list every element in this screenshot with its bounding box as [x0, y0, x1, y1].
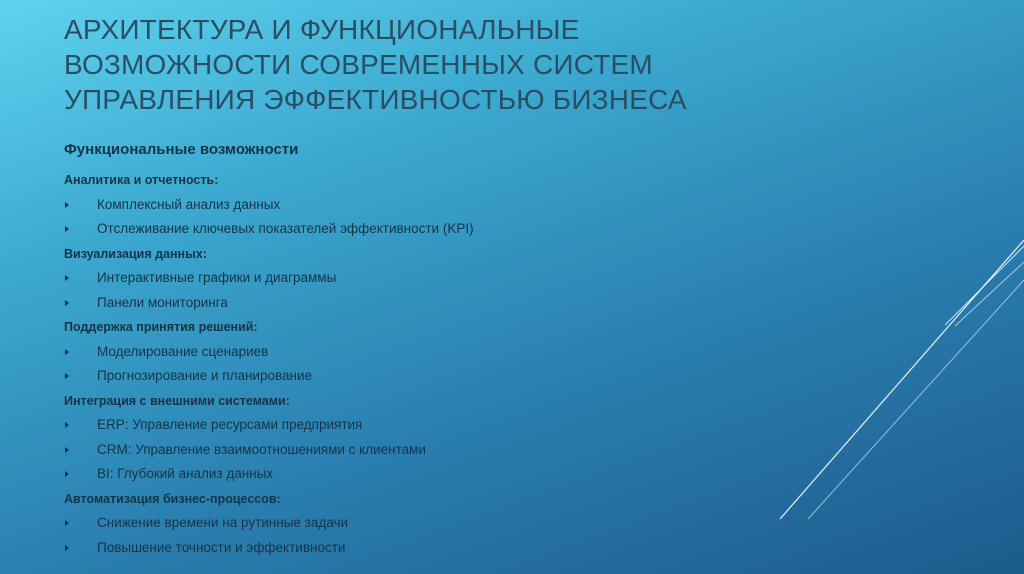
bullet-triangle-icon: [65, 275, 69, 281]
bullet-triangle-icon: [65, 300, 69, 306]
list-item: [64, 462, 704, 487]
section-heading: Поддержка принятия решений:: [64, 320, 258, 334]
bullet-triangle-icon: [65, 202, 69, 208]
feature-section: [64, 168, 704, 242]
bullet-list: [64, 193, 704, 242]
bullet-triangle-icon: [65, 471, 69, 477]
bullet-list: [64, 511, 704, 560]
list-item-text: Отслеживание ключевых показателей эффективности (KPI): [97, 221, 474, 236]
bullet-list: [64, 266, 704, 315]
list-item-text: Снижение времени на рутинные задачи: [97, 515, 349, 530]
feature-section: [64, 389, 704, 487]
section-heading: Визуализация данных:: [64, 246, 207, 261]
list-item: [64, 438, 704, 463]
list-item-text: Моделирование сценариев: [97, 343, 269, 359]
bullet-list: [64, 413, 704, 487]
list-item-text: CRM: Управление взаимоотношениями с клиентами: [97, 441, 426, 457]
list-item: [64, 266, 704, 291]
bullet-triangle-icon: [65, 349, 69, 355]
section-heading: Аналитика и отчетность:: [64, 173, 219, 187]
slide-title: АРХИТЕКТУРА И ФУНКЦИОНАЛЬНЫЕ ВОЗМОЖНОСТИ СОВРЕМЕННЫХ СИСТЕМ УПРАВЛЕНИЯ ЭФФЕКТИВНОСТЬЮ БИЗНЕСА: [64, 14, 687, 115]
bullet-triangle-icon: [65, 422, 69, 428]
list-item: [64, 413, 704, 438]
list-item-text: Панели мониторинга: [97, 294, 228, 310]
list-item: [64, 340, 704, 365]
section-heading: Автоматизация бизнес-процессов:: [64, 491, 281, 506]
list-item-text: Повышение точности и эффективности: [97, 539, 346, 555]
list-item-text: Прогнозирование и планирование: [97, 368, 313, 383]
decor-line: [955, 262, 1024, 326]
decor-line: [808, 280, 1024, 519]
bullet-triangle-icon: [65, 373, 69, 379]
bullet-list: [64, 340, 704, 389]
list-item-text: Интерактивные графики и диаграммы: [97, 270, 337, 285]
list-item: [64, 536, 704, 561]
feature-section: [64, 242, 704, 316]
list-item: [64, 364, 704, 389]
list-item: [64, 217, 704, 242]
list-item-text: Комплексный анализ данных: [97, 196, 281, 212]
content-subtitle: Функциональные возможности: [64, 141, 299, 158]
bullet-triangle-icon: [65, 520, 69, 526]
bullet-triangle-icon: [65, 545, 69, 551]
list-item: [64, 511, 704, 536]
sections-list: [64, 168, 704, 560]
feature-section: [64, 315, 704, 389]
bullet-triangle-icon: [65, 447, 69, 453]
list-item-text: ERP: Управление ресурсами предприятия: [97, 417, 363, 432]
section-heading: Интеграция с внешними системами:: [64, 393, 290, 408]
feature-section: [64, 487, 704, 561]
content-area: [64, 140, 704, 560]
list-item: [64, 193, 704, 218]
bullet-triangle-icon: [65, 226, 69, 232]
list-item: [64, 291, 704, 316]
decor-line: [945, 246, 1024, 325]
decor-line: [780, 240, 1024, 519]
list-item-text: BI: Глубокий анализ данных: [97, 466, 274, 481]
